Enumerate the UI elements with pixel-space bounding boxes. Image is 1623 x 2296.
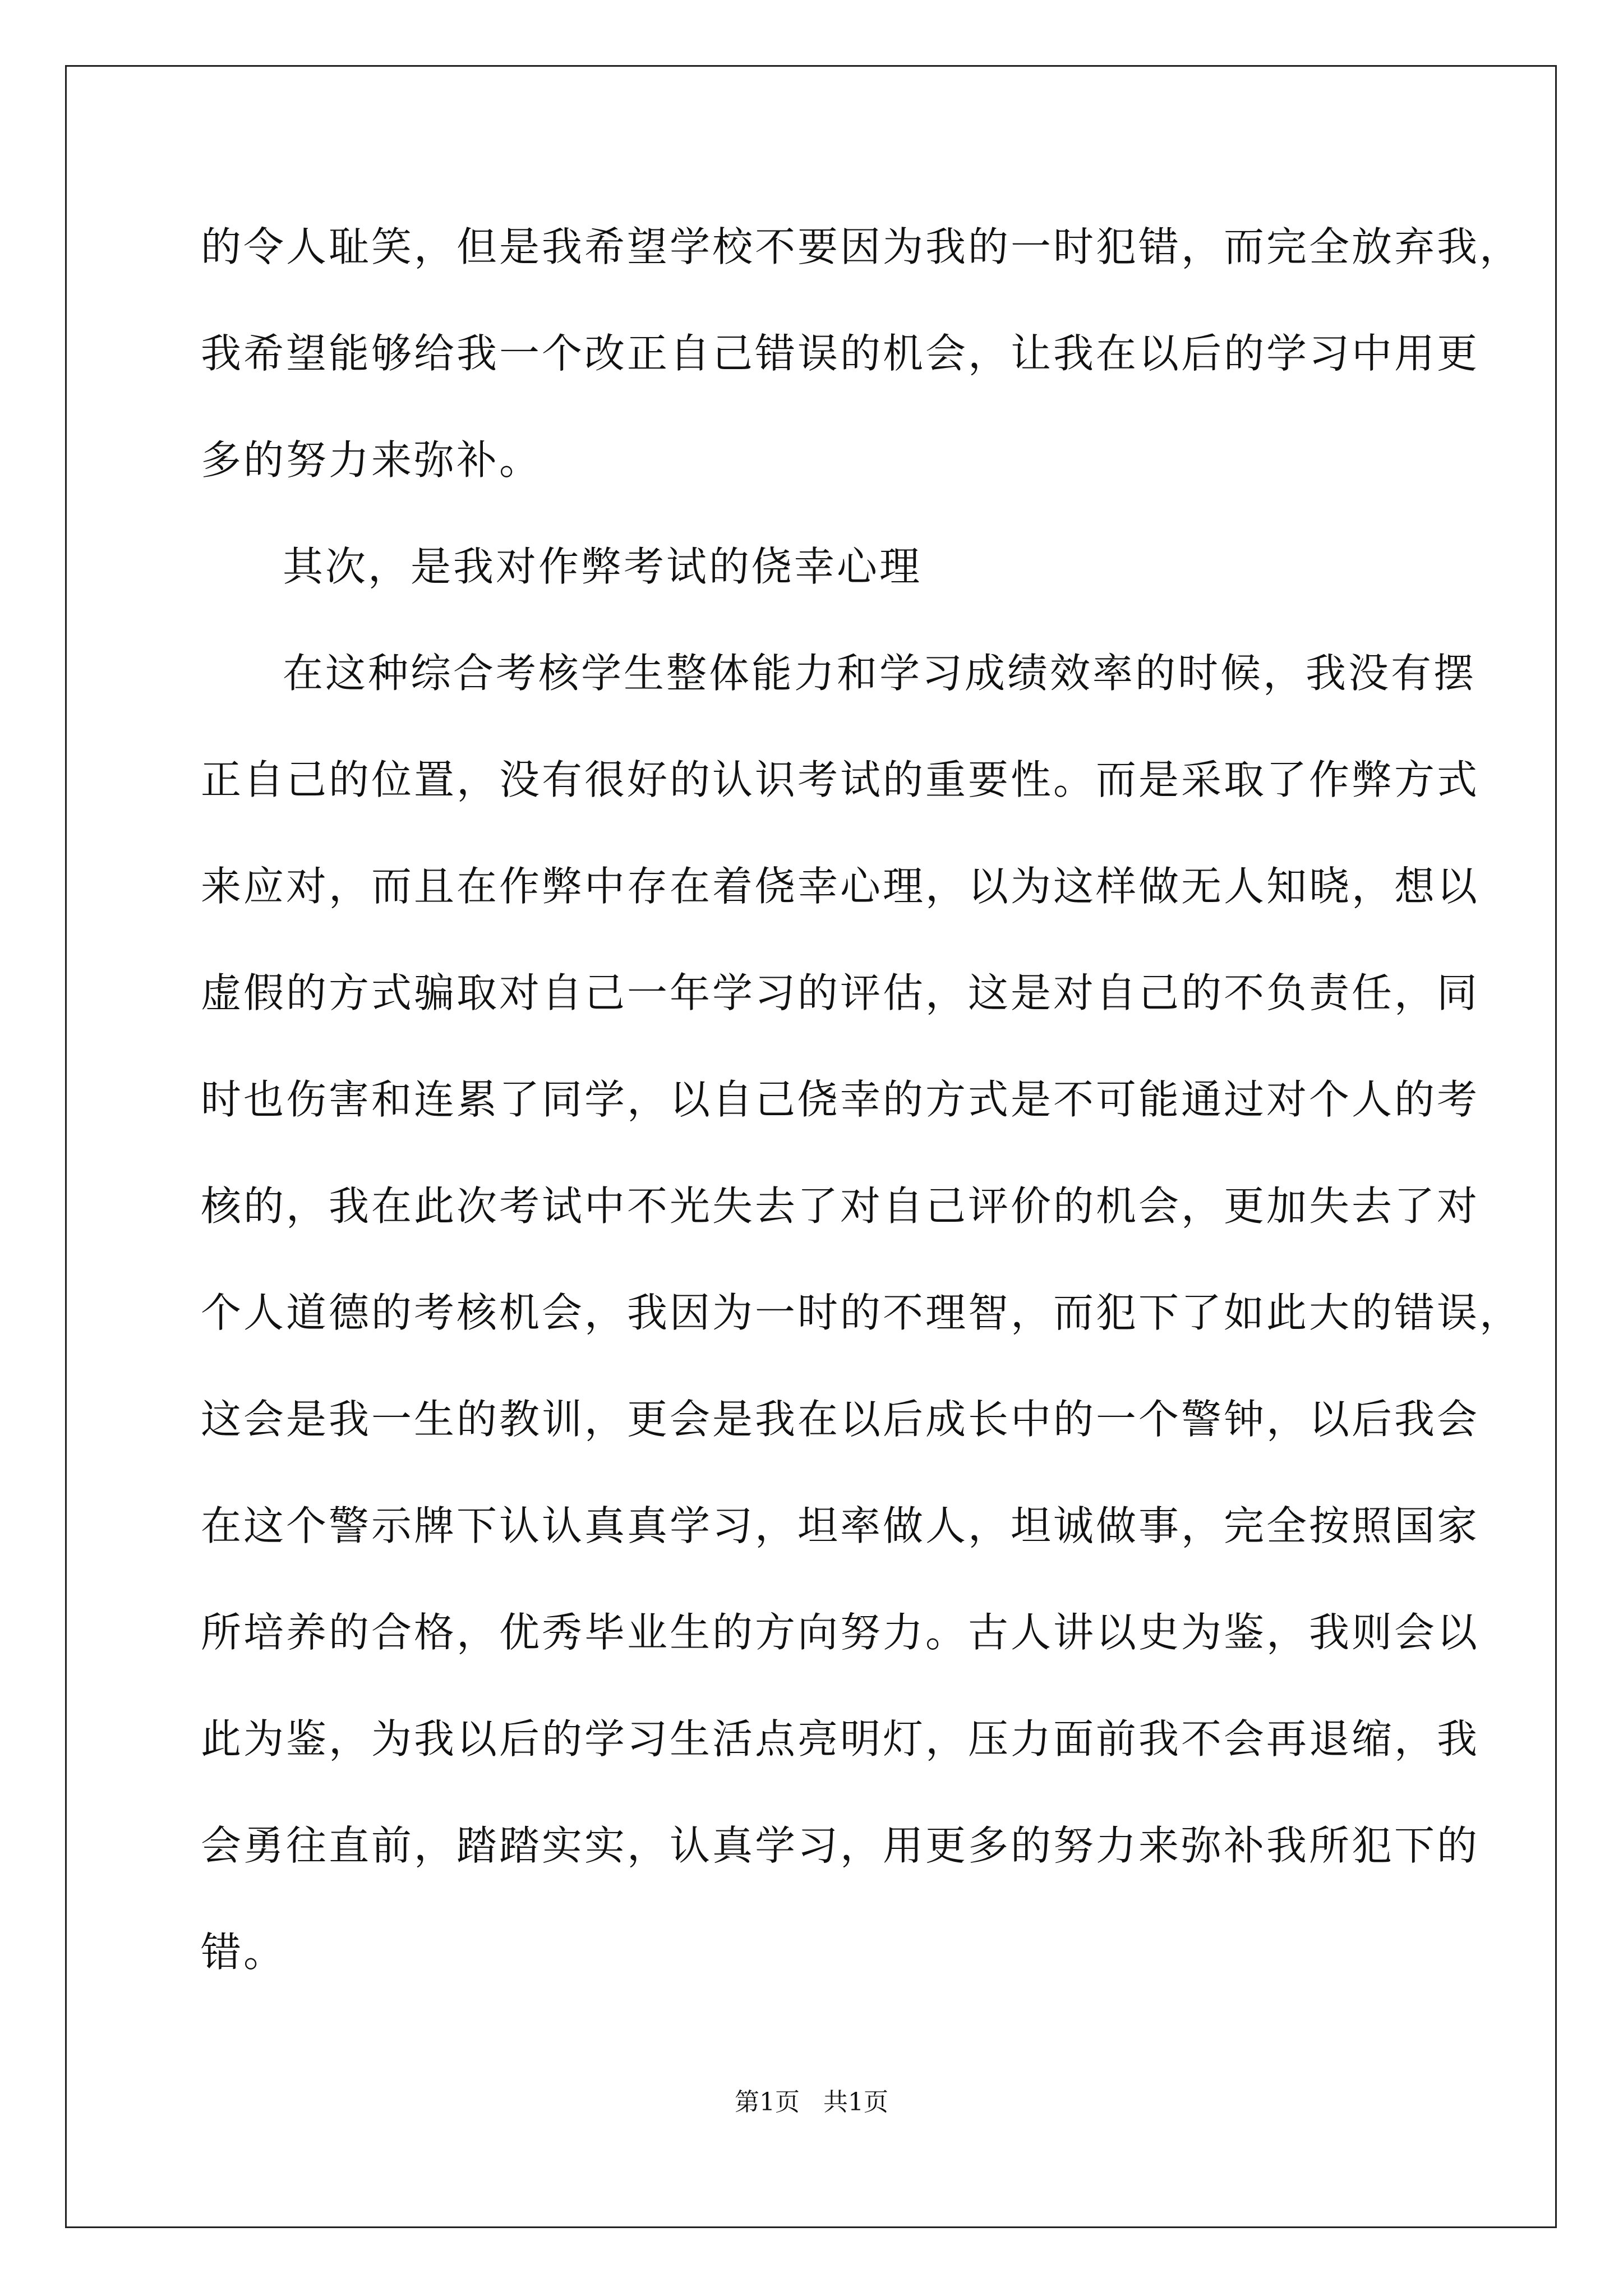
body-line: 虚假的方式骗取对自己一年学习的评估，这是对自己的不负责任，同 [201,969,1480,1016]
body-line: 个人道德的考核机会，我因为一时的不理智，而犯下了如此大的错误， [201,1289,1523,1336]
body-line: 多的努力来弥补。 [201,436,542,484]
body-line: 错。 [201,1929,287,1976]
body-line: 来应对，而且在作弊中存在着侥幸心理，以为这样做无人知晓，想以 [201,863,1480,910]
body-line: 所培养的合格，优秀毕业生的方向努力。古人讲以史为鉴，我则会以 [201,1609,1480,1656]
body-line: 的令人耻笑，但是我希望学校不要因为我的一时犯错，而完全放弃我， [201,223,1523,270]
body-line: 核的，我在此次考试中不光失去了对自己评价的机会，更加失去了对 [201,1182,1480,1230]
body-line: 会勇往直前，踏踏实实，认真学习，用更多的努力来弥补我所犯下的 [201,1822,1480,1869]
paragraph-first-line: 其次，是我对作弊考试的侥幸心理 [283,543,923,590]
body-line: 我希望能够给我一个改正自己错误的机会，让我在以后的学习中用更 [201,330,1480,377]
body-line: 在这个警示牌下认认真真学习，坦率做人，坦诚做事，完全按照国家 [201,1502,1480,1549]
paragraph-first-line: 在这种综合考核学生整体能力和学习成绩效率的时候，我没有摆 [283,650,1477,697]
body-line: 正自己的位置，没有很好的认识考试的重要性。而是采取了作弊方式 [201,756,1480,803]
body-line: 这会是我一生的教训，更会是我在以后成长中的一个警钟，以后我会 [201,1396,1480,1443]
body-line: 时也伤害和连累了同学，以自己侥幸的方式是不可能通过对个人的考 [201,1076,1480,1123]
page-number-footer: 第1页 共1页 [735,2088,888,2116]
body-line: 此为鉴，为我以后的学习生活点亮明灯，压力面前我不会再退缩，我 [201,1715,1480,1763]
